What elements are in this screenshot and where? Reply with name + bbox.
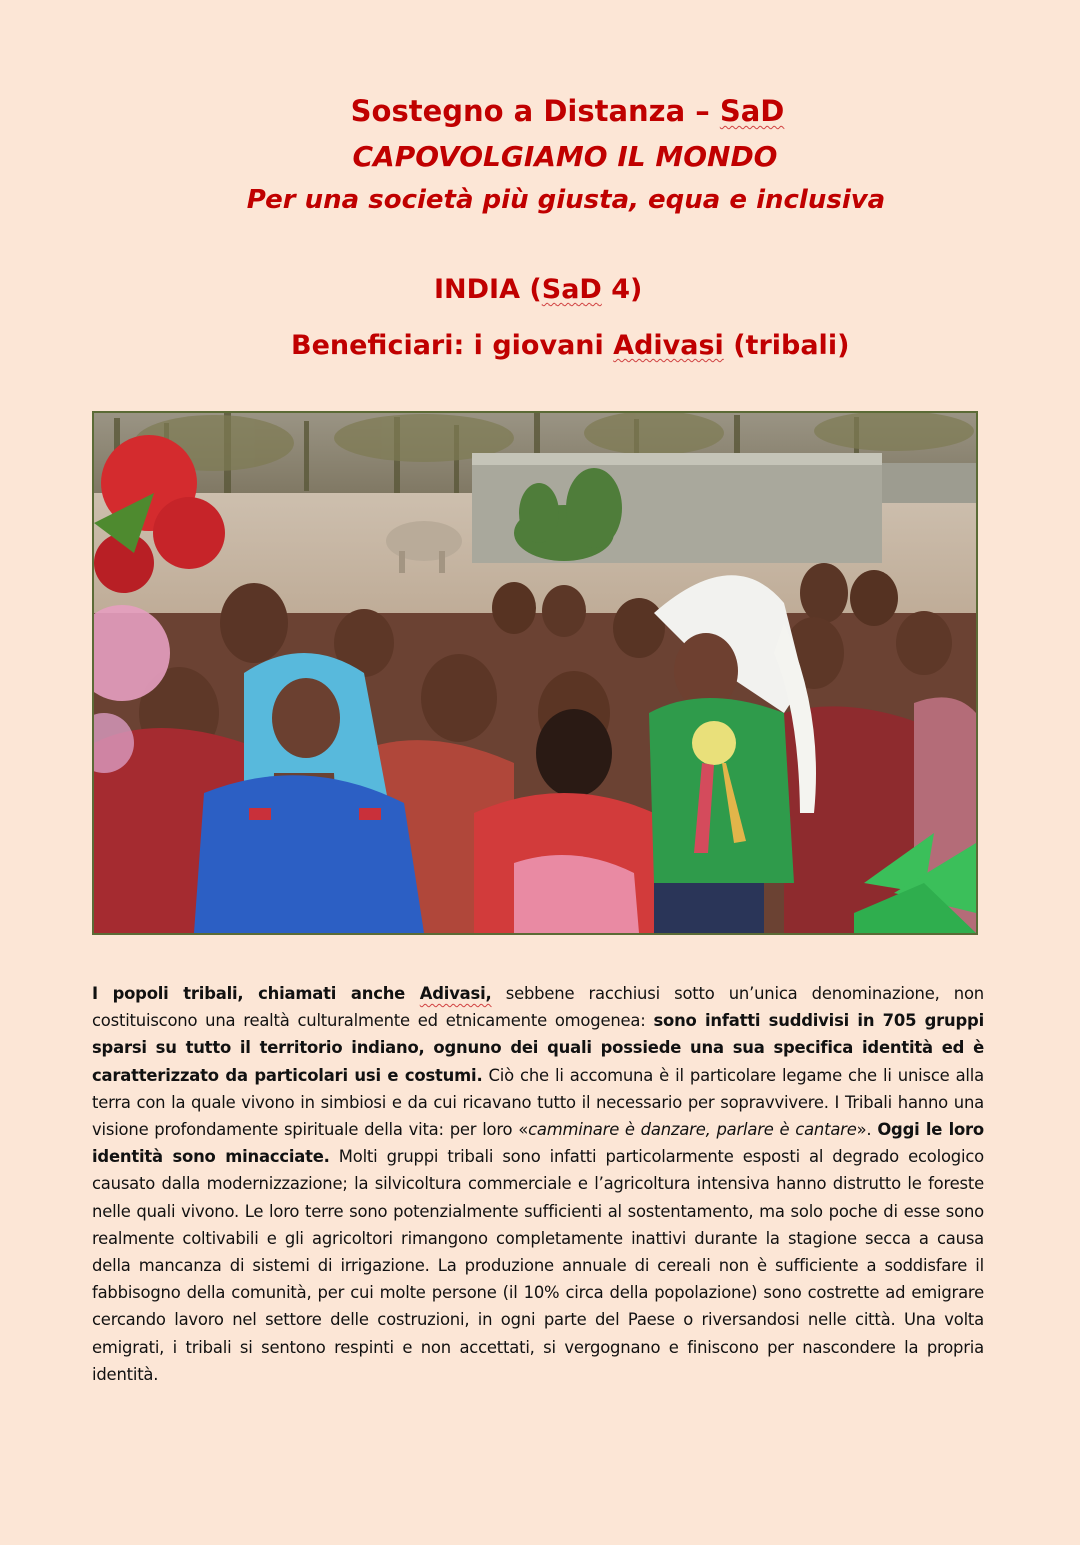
bold-segment-2: sono infatti suddivisi in 705 gruppi sparsi su tutto il territorio indiano, ognuno dei quali possiede una sua specifica identità ed è caratterizzato da particolari usi e costumi. — [92, 1011, 984, 1085]
photo-adivasi-children — [92, 411, 978, 935]
sad-acronym: SaD — [719, 94, 785, 128]
country-suffix: 4) — [601, 274, 643, 305]
article-paragraph — [92, 980, 984, 1388]
bold-segment-3: Oggi le loro identità sono minacciate. — [92, 1120, 984, 1167]
lead-bold-text: I popoli tribali, chiamati anche — [92, 984, 420, 1003]
title-line-1-text: Sostegno a Distanza – — [350, 94, 720, 128]
quote-italic: camminare è danzare, parlare è cantare — [528, 1120, 857, 1140]
beneficiaries-suffix: (tribali) — [723, 330, 850, 361]
country-heading — [434, 274, 642, 305]
text-segment-2: Ciò che li accomuna è il particolare legame che li unisce alla terra con la quale vivono in simbiosi e da cui ricavano tutto il necessario per sopravvivere. I Tribali hanno una visione profondamente spirituale della vita: per loro « — [92, 1065, 984, 1140]
text-segment-3: ». — [856, 1120, 878, 1140]
beneficiaries-prefix: Beneficiari: i giovani — [291, 330, 614, 361]
text-segment-1: sebbene racchiusi sotto un’unica denominazione, non costituiscono una realtà culturalmente ed etnicamente omogenea: — [92, 984, 984, 1031]
title-line-2: CAPOVOLGIAMO IL MONDO — [352, 140, 778, 173]
beneficiaries-adivasi: Adivasi — [613, 330, 724, 361]
lead-bold — [92, 984, 492, 1003]
text-segment-4: Molti gruppi tribali sono infatti particolarmente esposti al degrado ecologico causato dalla modernizzazione; la silvicoltura commerciale e l’agricoltura intensiva hanno distrutto le foreste nelle quali vivono. Le loro terre sono potenzialmente sufficienti al sostentamento, ma solo poche di esse sono realmente coltivabili e gli agricoltori rimangono completamente inattivi durante la stagione secca a causa della mancanza di sistemi di irrigazione. La produzione annuale di cereali non è sufficiente a soddisfare il fabbisogno della comunità, per cui molte persone (il 10% circa della popolazione) sono costrette ad emigrare cercando lavoro nel settore delle costruzioni, in ogni parte del Paese o riversandosi nelle città. Una volta emigrati, i tribali si sentono respinti e non accettati, si vergognano e finiscono per nascondere la propria identità. — [92, 1147, 984, 1384]
country-prefix: INDIA ( — [434, 274, 542, 305]
adivasi-word: Adivasi, — [419, 984, 492, 1003]
subtitle: Per una società più giusta, equa e inclusiva — [246, 185, 886, 215]
country-sad: SaD — [541, 274, 602, 305]
title-line-1 — [0, 94, 1080, 128]
beneficiaries-heading — [291, 330, 849, 361]
